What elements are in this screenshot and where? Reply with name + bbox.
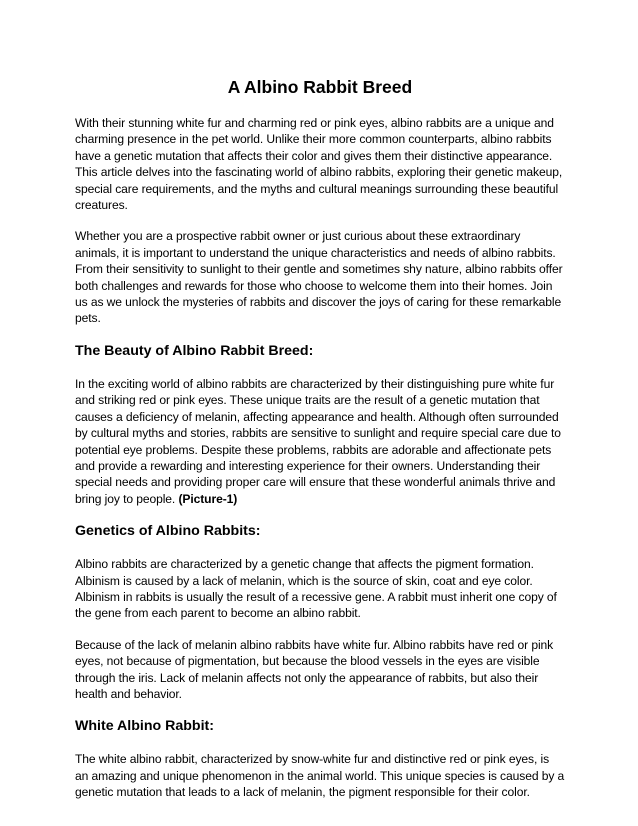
intro-paragraph-1: With their stunning white fur and charming red or pink eyes, albino rabbits are a unique and charming presence in the pet world. Unlike their more common counterparts, albino rabbits have a genetic mutation that affects their color and gives them their distinctive appearance. This article delves into the fascinating world of albino rabbits, exploring their genetic makeup, special care requirements, and the myths and cultural meanings surrounding these beautiful creatures. [75, 116, 563, 213]
genetics-paragraph-2: Because of the lack of melanin albino rabbits have white fur. Albino rabbits have red or pink eyes, not because of pigmentation, but because the blood vessels in the eyes are visible through the iris. Lack of melanin affects not only the appearance of rabbits, but also their health and behavior. [75, 637, 554, 701]
section-paragraph-beauty [75, 376, 565, 507]
picture-reference: (Picture-1) [178, 491, 238, 506]
section-heading-beauty: The Beauty of Albino Rabbit Breed: [75, 342, 314, 359]
document-title: A Albino Rabbit Breed [227, 77, 413, 97]
document-page [75, 76, 565, 816]
beauty-text: In the exciting world of albino rabbits are characterized by their distinguishing pure white fur and striking red or pink eyes. These unique traits are the result of a genetic mutation that causes a deficiency of melanin, affecting appearance and health. Although often surrounded by cultural myths and stories, rabbits are sensitive to sunlight and require special care due to potential eye problems. Despite these problems, rabbits are adorable and affectionate pets and provide a rewarding and interesting experience for their owners. Understanding their special needs and providing proper care will ensure that these wonderful animals thrive and bring joy to people. [75, 376, 561, 506]
section-heading-genetics: Genetics of Albino Rabbits: [75, 523, 261, 540]
section-heading-white-albino: White Albino Rabbit: [75, 718, 214, 735]
genetics-paragraph-1: Albino rabbits are characterized by a genetic change that affects the pigment formation. Albinism is caused by a lack of melanin, which is the source of skin, coat and eye color. Albinism in rabbits is usually the result of a recessive gene. A rabbit must inherit one copy of the gene from each parent to become an albino rabbit. [75, 557, 557, 621]
intro-paragraph-2: Whether you are a prospective rabbit owner or just curious about these extraordinary animals, it is important to understand the unique characteristics and needs of albino rabbits. From their sensitivity to sunlight to their gentle and sometimes shy nature, albino rabbits offer both challenges and rewards for those who choose to welcome them into their homes. Join us as we unlock the mysteries of rabbits and discover the joys of caring for these remarkable pets. [75, 229, 563, 326]
white-albino-paragraph: The white albino rabbit, characterized by snow-white fur and distinctive red or pink eyes, is an amazing and unique phenomenon in the animal world. This unique species is caused by a genetic mutation that leads to a lack of melanin, the pigment responsible for their color. [75, 752, 565, 800]
